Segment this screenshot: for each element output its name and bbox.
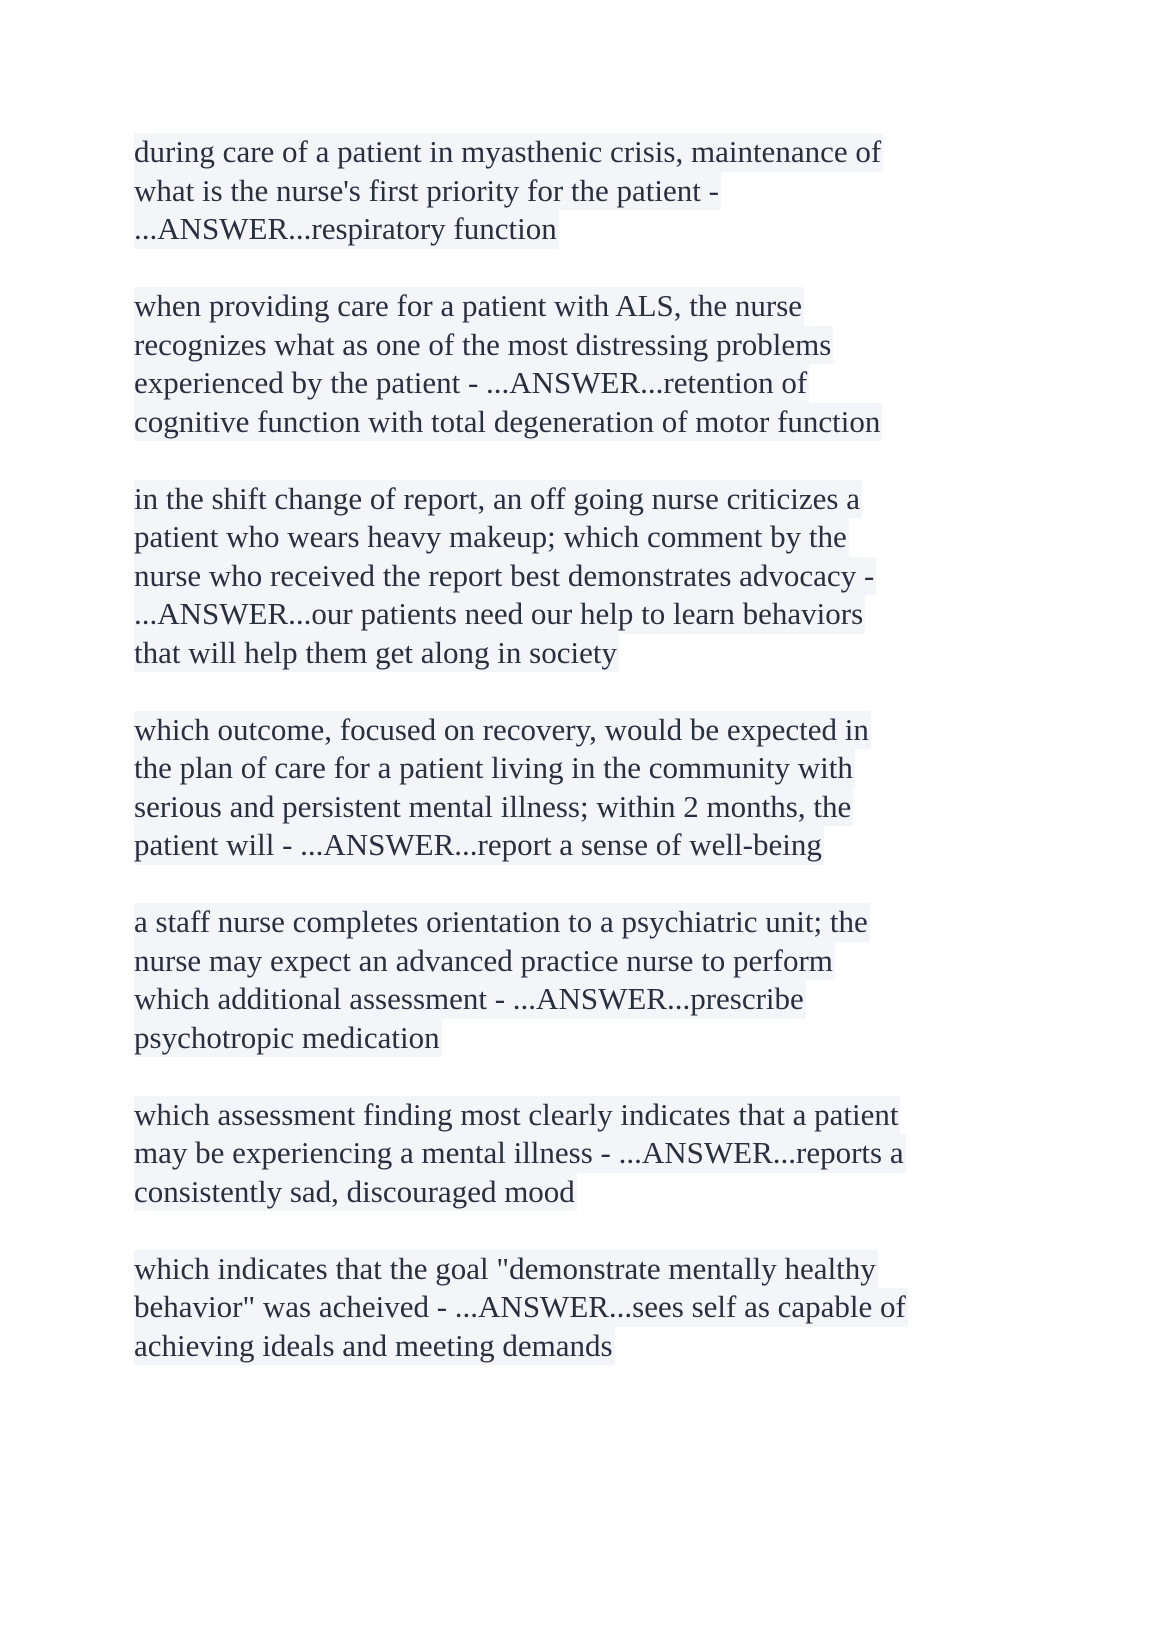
text-line: during care of a patient in myasthenic crisis, maintenance of	[134, 133, 883, 172]
text-line: behavior" was acheived - ...ANSWER...sees self as capable of	[134, 1288, 908, 1327]
qa-paragraph	[134, 480, 908, 673]
qa-paragraph	[134, 133, 908, 249]
text-line: nurse who received the report best demonstrates advocacy -	[134, 557, 876, 596]
text-line: serious and persistent mental illness; within 2 months, the	[134, 788, 853, 827]
text-line: ...ANSWER...our patients need our help to learn behaviors	[134, 595, 865, 634]
text-line: cognitive function with total degeneration of motor function	[134, 403, 882, 442]
text-line: which indicates that the goal "demonstrate mentally healthy	[134, 1250, 878, 1289]
text-line: ...ANSWER...respiratory function	[134, 210, 559, 249]
text-line: recognizes what as one of the most distressing problems	[134, 326, 833, 365]
text-line: a staff nurse completes orientation to a psychiatric unit; the	[134, 903, 870, 942]
text-line: which additional assessment - ...ANSWER...prescribe	[134, 980, 806, 1019]
text-line: psychotropic medication	[134, 1019, 442, 1058]
document-body	[134, 133, 908, 1404]
qa-paragraph	[134, 711, 908, 865]
text-line: experienced by the patient - ...ANSWER...retention of	[134, 364, 809, 403]
text-line: in the shift change of report, an off going nurse criticizes a	[134, 480, 862, 519]
text-line: when providing care for a patient with ALS, the nurse	[134, 287, 804, 326]
text-line: which outcome, focused on recovery, would be expected in	[134, 711, 871, 750]
text-line: the plan of care for a patient living in the community with	[134, 749, 855, 788]
text-line: patient who wears heavy makeup; which comment by the	[134, 518, 849, 557]
text-line: what is the nurse's first priority for the patient -	[134, 172, 721, 211]
text-line: patient will - ...ANSWER...report a sense of well-being	[134, 826, 824, 865]
text-line: nurse may expect an advanced practice nurse to perform	[134, 942, 835, 981]
qa-paragraph	[134, 903, 908, 1057]
text-line: achieving ideals and meeting demands	[134, 1327, 615, 1366]
text-line: consistently sad, discouraged mood	[134, 1173, 577, 1212]
qa-paragraph	[134, 1096, 908, 1212]
text-line: may be experiencing a mental illness - ...ANSWER...reports a	[134, 1134, 906, 1173]
qa-paragraph	[134, 1250, 908, 1366]
text-line: which assessment finding most clearly indicates that a patient	[134, 1096, 900, 1135]
text-line: that will help them get along in society	[134, 634, 619, 673]
qa-paragraph	[134, 287, 908, 441]
